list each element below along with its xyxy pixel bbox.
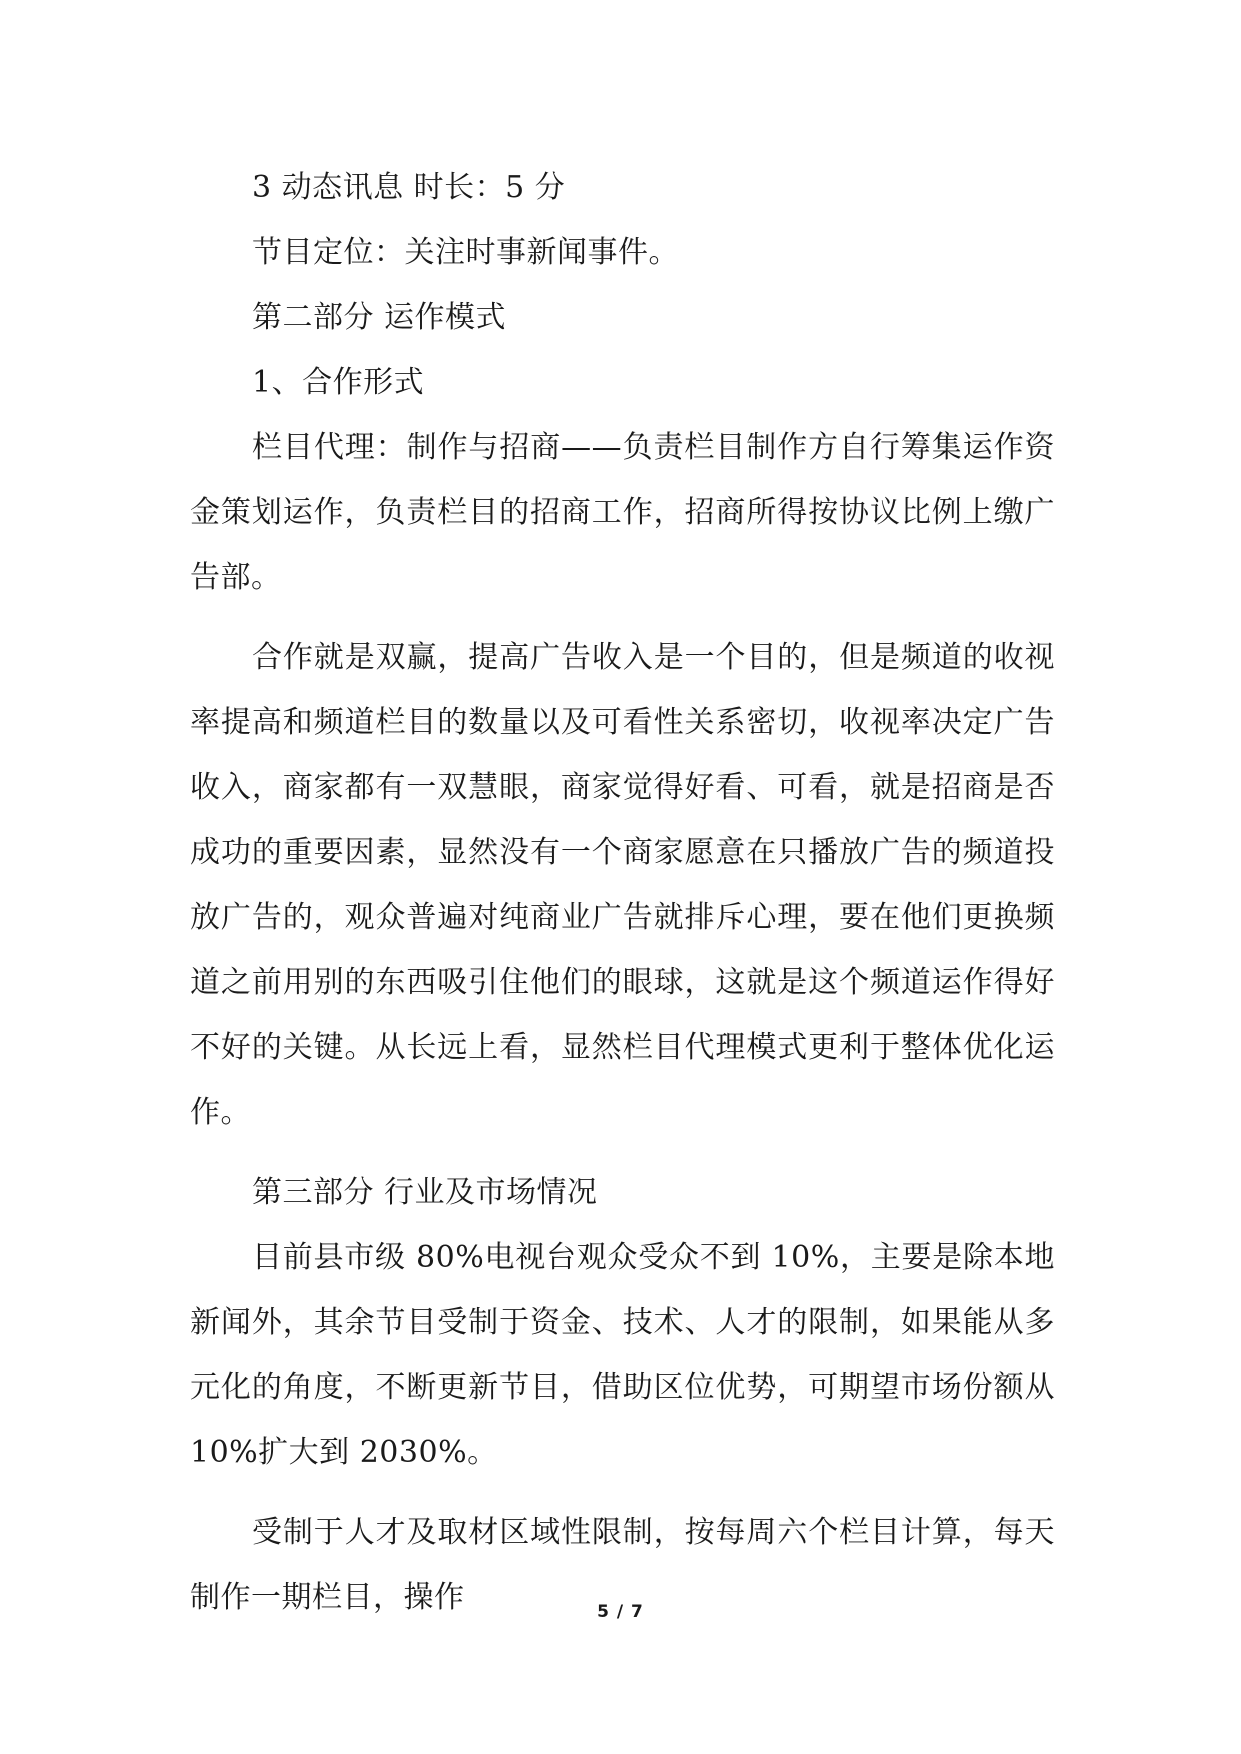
paragraph-production-limits: 受制于人才及取材区域性限制，按每周六个栏目计算，每天制作一期栏目，操作: [190, 1515, 1055, 1615]
program-item-title: 3 动态讯息 时长：5 分: [252, 170, 566, 205]
program-positioning: 节目定位：关注时事新闻事件。: [252, 235, 679, 270]
section-heading-part-two: 第二部分 运作模式: [252, 300, 507, 335]
paragraph-win-win: 合作就是双赢，提高广告收入是一个目的，但是频道的收视率提高和频道栏目的数量以及可看性关系密切，收视率决定广告收入，商家都有一双慧眼，商家觉得好看、可看，就是招商是否成功的重要因素，显然没有一个商家愿意在只播放广告的频道投放广告的，观众普遍对纯商业广告就排斥心理，要在他们更换频道之前用别的东西吸引住他们的眼球，这就是这个频道运作得好不好的关键。从长远上看，显然栏目代理模式更利于整体优化运作。: [190, 640, 1055, 1130]
paragraph-column-agency: 栏目代理：制作与招商——负责栏目制作方自行筹集运作资金策划运作，负责栏目的招商工作，招商所得按协议比例上缴广告部。: [190, 430, 1055, 595]
subsection-heading-cooperation: 1、合作形式: [252, 365, 425, 400]
paragraph-market-share: 目前县市级 80%电视台观众受众不到 10%，主要是除本地新闻外，其余节目受制于资金、技术、人才的限制，如果能从多元化的角度，不断更新节目，借助区位优势，可期望市场份额从 10%扩大到 2030%。: [190, 1240, 1055, 1470]
page-number: 5 / 7: [597, 1602, 644, 1622]
section-heading-part-three: 第三部分 行业及市场情况: [252, 1175, 598, 1210]
page-body: [190, 155, 1055, 1645]
